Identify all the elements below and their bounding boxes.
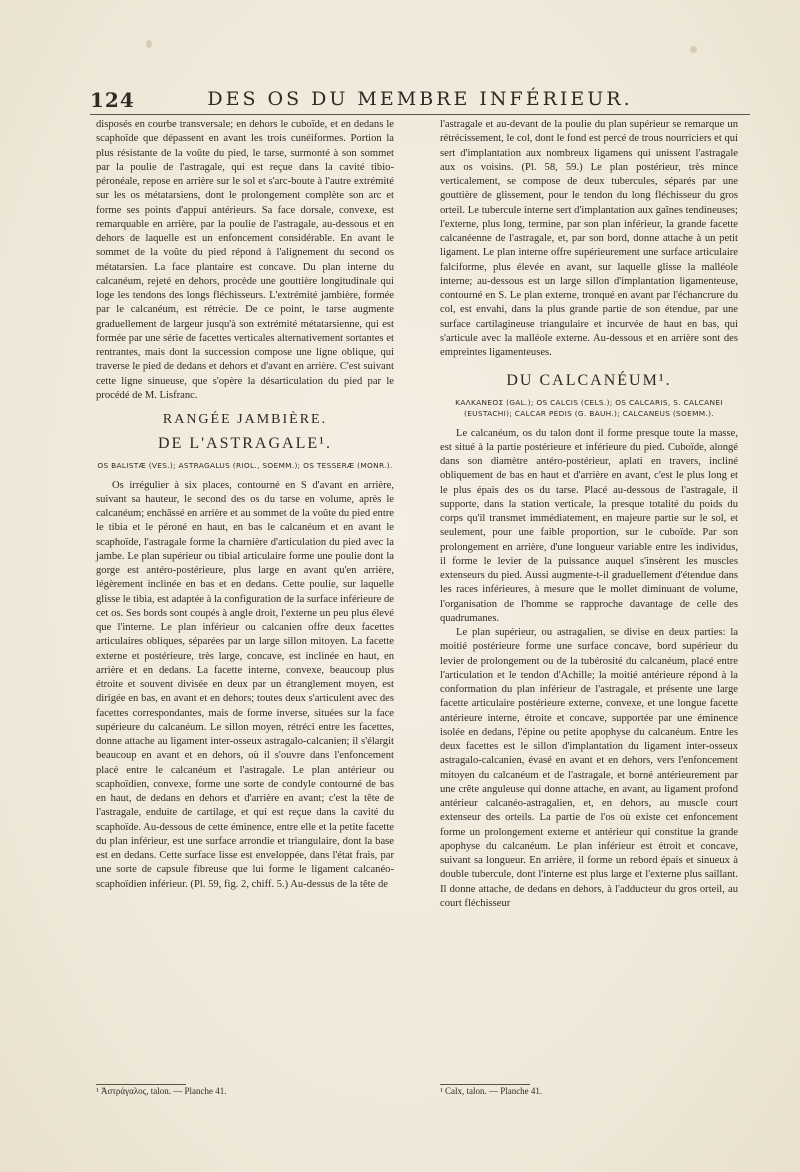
- page-number: 124: [90, 88, 135, 112]
- left-paragraph-2: Os irrégulier à six places, contourné en S d'avant en arrière, suivant sa hauteur, le second des os du tarse en volume, après le calcanéum; enchâssé en arrière et au sommet de la voûte du pied entre le tibia et le péroné en haut, en bas le calcanéum et en avant le scaphoïde, l'astragale forme la charnière d'articulation du pied avec la jambe. Le plan supérieur ou tibial articulaire forme une poulie dont la gorge est antéro-postérieure, plus large en avant qu'en arrière, légèrement inclinée en bas et en dedans. Cette poulie, sur laquelle glisse le tibia, est adaptée à la configuration de la surface inférieure de cet os. Ses bords sont coupés à angle droit, l'externe un peu plus élevé que l'interne. Le plan inférieur ou calcanien offre deux facettes articulaires obliques, séparées par un large sillon mitoyen. La facette externe et postérieure, très large, concave, est inclinée en haut, en arrière et en dedans. La facette interne, convexe, beaucoup plus étroite et souvent divisée en deux par un étranglement moyen, est dirigée en bas, en avant et en dehors; toutes deux s'articulent avec des facettes correspondantes, mais de forme inverse, situées sur la face supérieure du calcanéum. Le sillon moyen, rétréci entre les facettes, donne attache au ligament inter-osseux astragalo-calcanien; il s'élargit beaucoup en avant et en dehors, où il s'ouvre dans l'enfoncement placé entre le calcanéum et l'astragale. Le plan antérieur ou scaphoïdien, convexe, forme une sorte de condyle contourné de bas en haut, de dedans en dehors et d'arrière en avant; c'est la tête de l'astragale, enduite de cartilage, et qui est reçue dans la cavité du scaphoïde. Au-dessous de cette éminence, entre elle et la petite facette du plan inférieur, est une surface arrondie et triangulaire, dont la base est en dedans. Cette surface lisse est enveloppée, dans l'état frais, par une sorte de capsule fibreuse que lui forme le ligament calcanéo-scaphoïdien inférieur. (Pl. 59, fig. 2, chiff. 5.) Au-dessus de la tête de: [96, 479, 394, 890]
- paper-stain: [690, 46, 697, 53]
- right-paragraph-2: Le calcanéum, os du talon dont il forme presque toute la masse, est situé à la partie postérieure et inférieure du pied. Cuboïde, alongé dans son diamètre antéro-postérieur, aplati en travers, incliné obliquement de bas en haut et d'arrière en avant, c'est le plus long et le plus épais des os du tarse. Placé au-dessous de l'astragale, il supporte, dans la station verticale, la presque totalité du poids du corps qu'il transmet immédiatement, en majeure partie sur le sol, et seulement, pour une faible proportion, sur le cuboïde. Par son prolongement en arrière, d'une longueur variable entre les individus, il forme le levier de la puissance auquel s'insèrent les muscles extenseurs du pied. Aussi augmente-t-il graduellement d'étendue dans les races inférieures, à mesure que le mollet diminuant de volume, l'organisation de l'homme se rapproche davantage de celle des quadrumanes.: [440, 427, 738, 624]
- left-footnote: ¹ Ἀστράγαλος, talon. — Planche 41.: [96, 1086, 227, 1096]
- left-paragraph-1: disposés en courbe transversale; en dehors le cuboïde, et en dedans le scaphoïde que dépassent en avant les trois cunéiformes. Portion la plus résistante de la voûte du pied, le tarse, surmonté à son sommet par la poulie de l'astragale, qui est reçue dans la cavité tibio-péronéale, repose en arrière sur le sol et s'arc-boute à l'autre extrémité sur les os métatarsiens, dont le prolongement complète son arc et forme ses points d'appui antérieurs. Sa face dorsale, convexe, est remarquable en arrière, par la poulie de l'astragale, au-dessous et en dehors de laquelle est un enfoncement considérable. En avant le sommet de la voûte du pied répond à l'alignement du second os métatarsien. La face plantaire est concave. Du plan interne du calcanéum, rejeté en dehors, procède une gouttière longitudinale qui loge les tendons des longs fléchisseurs. L'extrémité jambière, formée par le calcanéum, est rétrécie. De ce point, le tarse augmente graduellement de largeur jusqu'à son extrémité métatarsienne, qui est formée par une série de facettes verticales alternativement sortantes et rentrantes, mais dont la succession compose une ligne oblique, qui traverse le pied de dedans et dehors et d'avant en arrière. C'est suivant cette ligne sinueuse, que s'opère la désarticulation du pied par le procédé de M. Lisfranc.: [96, 119, 394, 401]
- calcaneum-synonyms: ΚΑΛΚΑΝΕΟΣ (GAL.); OS CALCIS (CELS.); OS CALCARIS, S. CALCANEI (EUSTACHI); CALCAR PEDIS (G. BAUH.); CALCANEUS (SOEMM.).: [455, 397, 723, 418]
- header-rule: [90, 114, 750, 115]
- right-column: [440, 118, 738, 911]
- right-footnote-block: [440, 1084, 542, 1097]
- right-footnote: ¹ Calx, talon. — Planche 41.: [440, 1086, 543, 1096]
- astragale-heading: DE L'ASTRAGALE¹.: [158, 435, 332, 453]
- running-head: DES OS DU MEMBRE INFÉRIEUR.: [207, 88, 633, 110]
- right-paragraph-3: Le plan supérieur, ou astragalien, se divise en deux parties: la moitié postérieure forme une surface concave, bord supérieur du levier de prolongement ou de la tubérosité du calcanéum, placé entre l'articulation et le tendon d'Achille; la moitié antérieure répond à la conformation du plan inférieur de l'astragale, et présente une large facette articulaire postérieure externe, convexe, et une longue facette antérieure interne, étroite et concave, supportée par une éminence isolée en dedans, l'épine ou petite apophyse du calcanéum. Entre les deux facettes est le sillon d'implantation du ligament inter-osseux astragalo-calcanien, évasé en avant et en dehors, vers l'enfoncement mitoyen du calcanéum et de l'astragale, et borné antérieurement par une crête anguleuse qui donne attache, en avant, au ligament profond antérieur calcanéo-astragalien, et, en dehors, au muscle court extenseur des orteils. La partie de l'os où existe cet enfoncement forme un prolongement externe et antérieur qui constitue la grande apophyse du calcanéum. Le plan inférieur est étroit et concave, suivant sa longueur. En arrière, il forme un rebord épais et sinueux à double tubercule, dont l'interne est plus large et l'externe plus saillant. Il donne attache, de dedans en dehors, à l'adducteur du gros orteil, au court fléchisseur: [440, 627, 738, 909]
- page-header: [90, 88, 750, 114]
- calcaneum-heading: DU CALCANÉUM¹.: [506, 372, 672, 390]
- left-column: [96, 118, 394, 892]
- astragale-synonyms: OS BALISTÆ (VES.); ASTRAGALUS (RIOL., SOEMM.); OS TESSERÆ (MONR.).: [97, 460, 393, 470]
- paper-stain: [146, 40, 152, 48]
- left-footnote-block: [96, 1084, 226, 1097]
- section-heading: RANGÉE JAMBIÈRE.: [162, 412, 328, 427]
- right-paragraph-1: l'astragale et au-devant de la poulie du plan supérieur se remarque un rétrécissement, le col, dont le fond est percé de trous nourriciers et qui sert d'implantation aux nombreux ligamens qui unissent l'astragale aux os voisins. (Pl. 58, 59.) Le plan postérieur, très mince verticalement, se compose de deux tubercules, séparés par une gouttière de glissement, pour le tendon du long fléchisseur du gros orteil. Le tubercule interne sert d'implantation aux gaînes tendineuses; l'externe, plus long, termine, par son plan inférieur, la grande facette calcanéenne de l'astragale, et, par son bord, donne attache à un petit ligament. Le plan interne offre supérieurement une surface articulaire falciforme, plus élevée en avant, sur laquelle glisse la malléole interne; au-dessous est un large sillon d'implantation ligamenteuse, contourné en S. Le plan externe, tronqué en avant par l'échancrure du col, est envahi, dans la plus grande partie de son étendue, par une surface cartilagineuse triangulaire et incurvée de haut en bas, qui s'articule avec la malléole externe. Au-dessous et en arrière sont des empreintes ligamenteuses.: [440, 119, 738, 358]
